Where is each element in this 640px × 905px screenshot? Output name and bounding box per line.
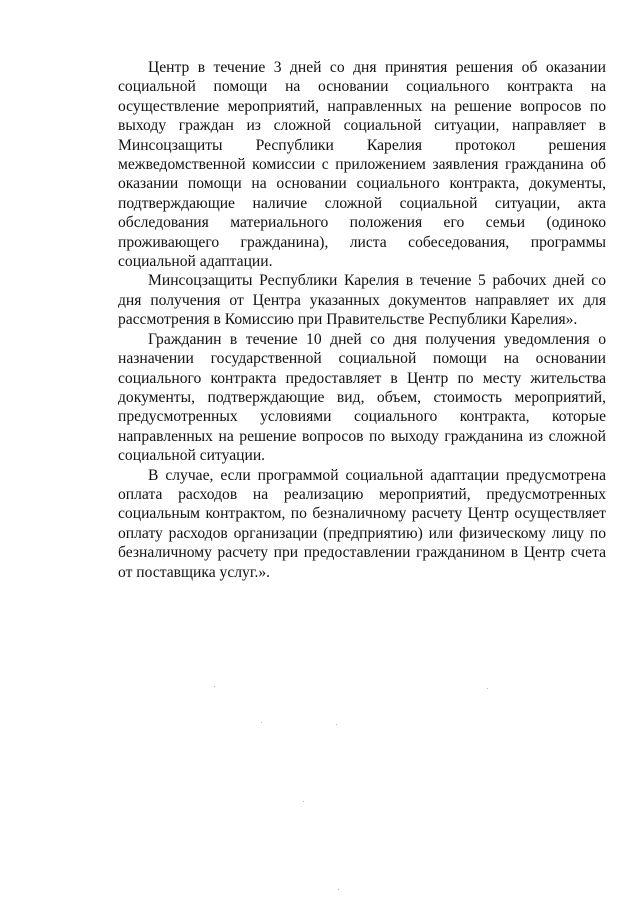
document-body (118, 58, 606, 582)
scan-speck (214, 686, 215, 687)
scan-speck (336, 724, 337, 725)
paragraph-payment: В случае, если программой социальной адаптации предусмотрена оплата расходов на реализацию мероприятий, предусмотренных социальным контрактом, по безналичному расчету Центр осуществляет оплату расходов организации (предприятию) или физическому лицу по безналичному расчету при предоставлении гражданином в Центр счета от поставщика услуг.». (118, 466, 606, 581)
paragraph-ministry: Минсоцзащиты Республики Карелия в течение 5 рабочих дней со дня получения от Центра указанных документов направляет их для рассмотрения в Комиссию при Правительстве Республики Карелия». (118, 272, 606, 329)
paragraph-citizen-documents: Гражданин в течение 10 дней со дня получения уведомления о назначении государственной социальной помощи на основании социального контракта предоставляет в Центр по месту жительства документы, подтверждающие вид, объем, стоимость мероприятий, предусмотренных условиями социального контракта, которые направленных на решение вопросов по выходу гражданина из сложной социальной ситуации. (118, 330, 606, 465)
scan-speck (487, 688, 488, 689)
scan-speck (338, 889, 339, 890)
scan-speck (261, 722, 262, 723)
scan-speck (303, 801, 304, 802)
paragraph-protocol: Центр в течение 3 дней со дня принятия решения об оказании социальной помощи на основании социального контракта на осуществление мероприятий, направленных на решение вопросов по выходу граждан из сложной социальной ситуации, направляет в Минсоцзащиты Республики Карелия протокол решения межведомственной комиссии с приложением заявления гражданина об оказании помощи на основании социального контракта, документы, подтверждающие наличие сложной социальной ситуации, акта обследования материального положения его семьи (одиноко проживающего гражданина), листа собеседования, программы социальной адаптации. (118, 59, 606, 271)
